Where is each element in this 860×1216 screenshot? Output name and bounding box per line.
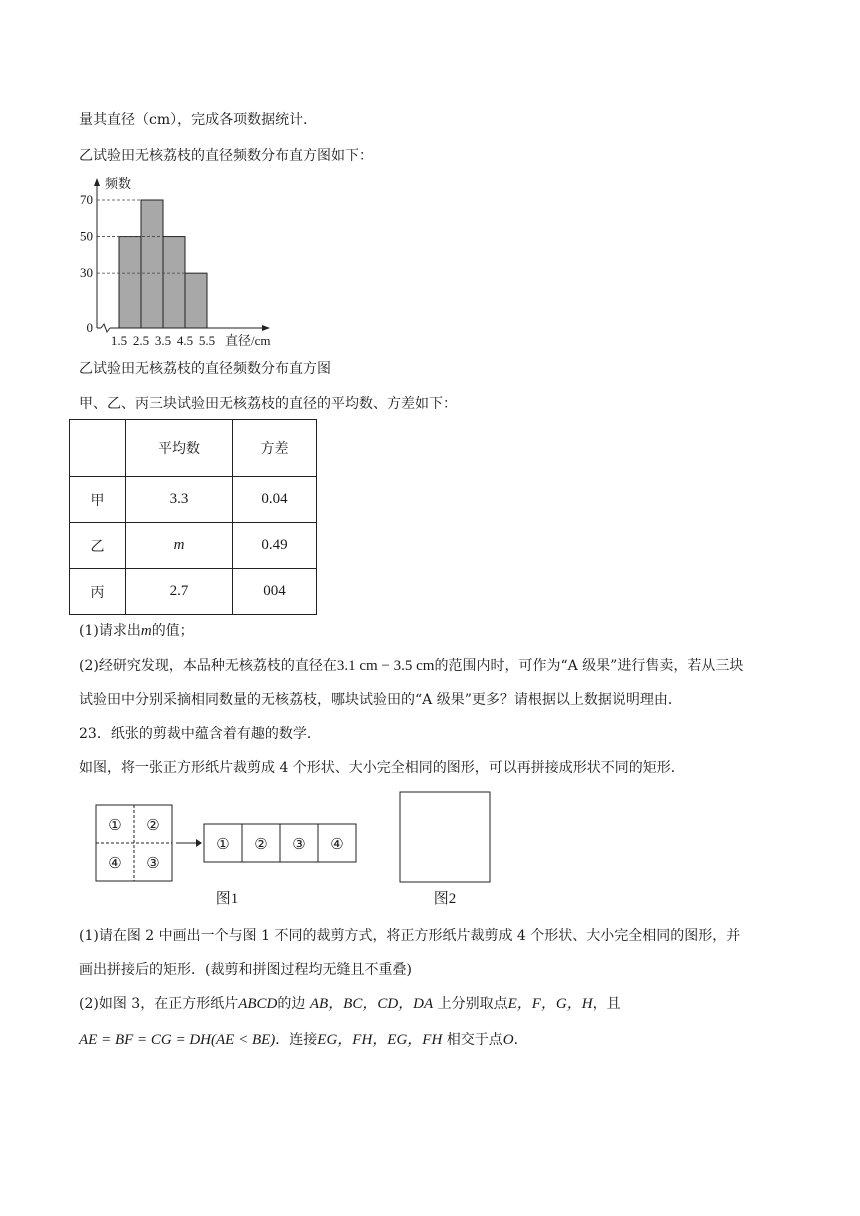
histogram-bar xyxy=(141,200,163,328)
s2-sides: AB，BC，CD，DA xyxy=(309,996,434,1012)
s3-point-o: O xyxy=(502,1032,514,1048)
table-header-cell: 方差 xyxy=(233,420,317,477)
strip-piece-2: ② xyxy=(254,837,268,853)
s3-segments: EG，FH，EG，FH xyxy=(317,1032,443,1048)
y-tick-label: 0 xyxy=(86,320,93,335)
s3-text-2: 相交于点 xyxy=(446,1032,503,1048)
table-header-cell: 平均数 xyxy=(126,420,233,477)
strip-piece-1: ① xyxy=(216,837,230,853)
y-tick-label: 70 xyxy=(80,192,93,207)
table-cell: m xyxy=(126,523,233,569)
x-tick-label: 4.5 xyxy=(176,333,194,348)
sub-question-2 xyxy=(79,994,621,1014)
s2-text-3: 上分别取点 xyxy=(437,996,508,1012)
strip-piece-4: ④ xyxy=(330,837,344,853)
sub-question-2-line-2 xyxy=(79,1030,528,1050)
y-axis-arrow-icon xyxy=(94,178,100,186)
table-header-cell xyxy=(70,420,126,477)
s2-square-name: ABCD xyxy=(238,996,278,1012)
q1-text: (1)请求出 xyxy=(79,623,141,639)
q2-text-cont: 的范围内时，可作为“A 级果”进行售卖，若从三块 xyxy=(434,658,744,674)
text-line-2: 乙试验田无核荔枝的直径频数分布直方图如下： xyxy=(79,148,373,164)
histogram-bar xyxy=(119,237,141,328)
table-cell: 甲 xyxy=(70,477,126,523)
question-1 xyxy=(79,621,194,641)
table-cell: 0.04 xyxy=(233,477,317,523)
table-cell: 004 xyxy=(233,569,317,615)
histogram xyxy=(72,172,292,350)
table-header-row xyxy=(70,420,317,477)
sub-question-1-line-2: 画出拼接后的矩形．(裁剪和拼图过程均无缝且不重叠) xyxy=(79,962,412,978)
x-axis-label: 直径/cm xyxy=(225,333,271,348)
table-cell: 乙 xyxy=(70,523,126,569)
histogram-caption: 乙试验田无核荔枝的直径频数分布直方图 xyxy=(79,361,331,377)
q1-text-end: 的值； xyxy=(151,623,194,639)
s2-text-2: 的边 xyxy=(277,996,306,1012)
x-axis-arrow-icon xyxy=(262,325,270,331)
s3-equation: AE = BF = CG = DH(AE < BE) xyxy=(79,1032,276,1048)
fig2-square xyxy=(400,792,490,882)
text-line-1: 量其直径（cm），完成各项数据统计． xyxy=(79,112,318,128)
arrow-head-icon xyxy=(196,839,202,847)
axis-break-icon xyxy=(101,324,110,332)
strip-piece-3: ③ xyxy=(292,837,306,853)
s3-text: ．连接 xyxy=(275,1032,318,1048)
question-2 xyxy=(79,656,743,676)
q1-variable: m xyxy=(140,623,152,639)
fig2-label: 图2 xyxy=(433,891,457,907)
x-tick-label: 1.5 xyxy=(110,333,128,348)
fig1-piece-1: ① xyxy=(108,818,122,834)
table-cell: 0.49 xyxy=(233,523,317,569)
s2-text: (2)如图 3，在正方形纸片 xyxy=(79,996,239,1012)
x-tick-label: 3.5 xyxy=(154,333,172,348)
histogram-bar xyxy=(185,273,207,328)
s2-text-4: ，且 xyxy=(592,996,621,1012)
y-tick-label: 50 xyxy=(80,228,93,244)
stats-table xyxy=(69,419,317,615)
table-row xyxy=(70,477,317,523)
s2-points: E，F，G，H xyxy=(507,996,593,1012)
fig1-piece-2: ② xyxy=(146,818,160,834)
histogram-bar xyxy=(163,237,185,328)
sub-question-1: (1)请在图 2 中画出一个与图 1 不同的裁剪方式，将正方形纸片裁剪成 4 个形状、大小完全相同的图形，并 xyxy=(79,928,741,944)
table-cell: 2.7 xyxy=(126,569,233,615)
text-line-3: 甲、乙、丙三块试验田无核荔枝的直径的平均数、方差如下： xyxy=(79,396,457,412)
table-cell: 3.3 xyxy=(126,477,233,523)
y-tick-label: 30 xyxy=(80,265,93,281)
fig1-piece-4: ④ xyxy=(108,856,122,872)
x-tick-label: 2.5 xyxy=(132,333,150,348)
problem-23-intro: 如图，将一张正方形纸片裁剪成 4 个形状、大小完全相同的图形，可以再拼接成形状不同的矩形． xyxy=(79,760,685,776)
s3-text-3: ． xyxy=(513,1032,528,1048)
question-2-line-2: 试验田中分别采摘相同数量的无核荔枝，哪块试验田的“A 级果”更多？请根据以上数据说明理由． xyxy=(79,692,682,708)
paper-cut-figures xyxy=(90,787,520,917)
fig1-piece-3: ③ xyxy=(146,856,160,872)
table-cell: 丙 xyxy=(70,569,126,615)
q2-range: 3.1 cm − 3.5 cm xyxy=(336,658,435,674)
q2-text: (2)经研究发现，本品种无核荔枝的直径在 xyxy=(79,658,337,674)
y-axis-label: 频数 xyxy=(105,176,132,191)
table-row xyxy=(70,523,317,569)
problem-23-title: 23．纸张的剪裁中蕴含着有趣的数学． xyxy=(79,726,321,742)
table-row xyxy=(70,569,317,615)
x-tick-label: 5.5 xyxy=(198,333,216,348)
fig1-label: 图1 xyxy=(215,891,239,907)
